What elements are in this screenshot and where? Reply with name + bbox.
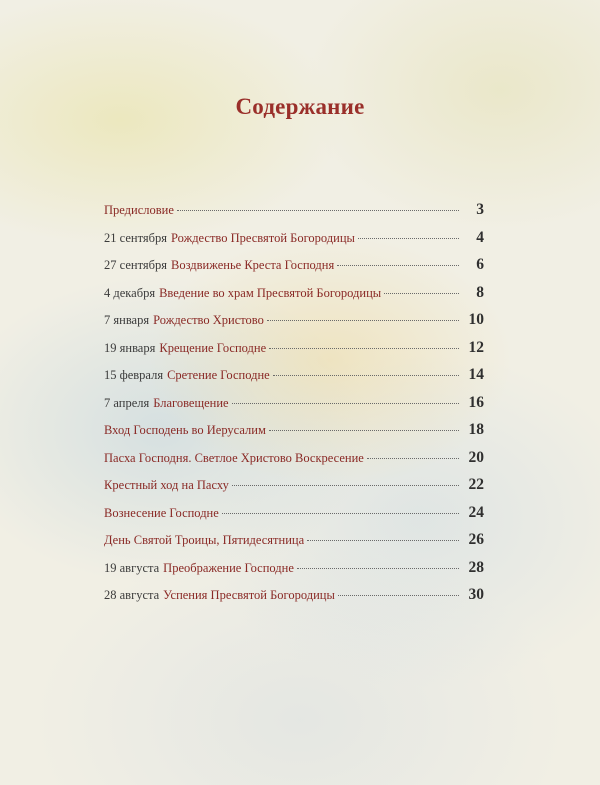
dot-leader <box>269 348 459 349</box>
toc-entry-date: 15 февраля <box>104 368 164 382</box>
toc-entry-label: Крещение Господне <box>159 340 267 355</box>
toc-entry-page: 6 <box>476 256 484 273</box>
toc-entry[interactable] <box>104 476 484 504</box>
toc-entry-page: 16 <box>468 393 484 411</box>
dot-leader <box>307 540 459 541</box>
toc-entry-label: Сретение Господне <box>167 368 270 382</box>
toc-entry[interactable] <box>104 449 484 477</box>
toc-entry-date: 21 сентября <box>104 230 167 245</box>
toc-entry-page: 18 <box>468 421 484 438</box>
toc-entry-page: 4 <box>476 228 484 246</box>
toc-entry-label: Преображение Господне <box>163 560 294 575</box>
toc-entry-page: 3 <box>476 201 484 218</box>
dot-leader <box>177 210 459 211</box>
toc-entry[interactable] <box>104 394 484 422</box>
toc-entry[interactable] <box>104 339 484 367</box>
toc-entry-page: 22 <box>468 476 484 493</box>
toc-entry-label: День Святой Троицы, Пятидесятница <box>104 533 305 547</box>
toc-entry[interactable] <box>104 201 484 229</box>
dot-leader <box>232 485 459 486</box>
toc-entry-label: Рождество Пресвятой Богородицы <box>170 230 355 245</box>
toc-entry-page: 12 <box>468 338 484 356</box>
dot-leader <box>337 265 459 266</box>
toc-entry-date: 19 января <box>104 340 156 355</box>
toc-entry-page: 8 <box>476 283 484 301</box>
toc-entry[interactable] <box>104 586 484 614</box>
page-title: Содержание <box>235 94 365 119</box>
dot-leader <box>269 430 459 431</box>
toc-entry-label: Успения Пресвятой Богородицы <box>163 588 335 602</box>
toc-entry-page: 14 <box>468 366 484 383</box>
toc-entry-label: Введение во храм Пресвятой Богородицы <box>159 285 382 300</box>
toc-entry-date: 4 декабря <box>104 285 156 300</box>
toc-entry[interactable] <box>104 531 484 559</box>
toc-entry-label: Предисловие <box>104 203 174 217</box>
dot-leader <box>297 568 459 569</box>
toc-entry[interactable] <box>104 504 484 532</box>
toc-entry[interactable] <box>104 284 484 312</box>
toc-entry-label: Пасха Господня. Светлое Христово Воскресение <box>104 450 364 465</box>
toc-entry[interactable] <box>104 366 484 394</box>
toc-entry[interactable] <box>104 559 484 587</box>
dot-leader <box>338 595 459 596</box>
toc-entry-date: 27 сентября <box>104 258 167 272</box>
toc-entry-page: 26 <box>468 531 484 548</box>
toc-entry-label: Крестный ход на Пасху <box>104 478 229 492</box>
toc-entry-page: 30 <box>468 586 484 603</box>
toc-entry-label: Воздвиженье Креста Господня <box>170 258 335 272</box>
toc-entry-date: 28 августа <box>104 588 160 602</box>
toc-entry-label: Вознесение Господне <box>104 505 219 520</box>
dot-leader <box>367 458 459 459</box>
toc-entry-page: 20 <box>468 448 484 466</box>
dot-leader <box>358 238 459 239</box>
toc-entry[interactable] <box>104 256 484 284</box>
toc-entry-label: Рождество Христово <box>153 313 264 327</box>
toc-entry[interactable] <box>104 229 484 257</box>
toc-entry-date: 7 января <box>104 313 150 327</box>
toc-list <box>104 201 484 614</box>
toc-entry-date: 7 апреля <box>104 395 150 410</box>
dot-leader <box>273 375 459 376</box>
dot-leader <box>232 403 459 404</box>
toc-entry-page: 24 <box>468 503 484 521</box>
dot-leader <box>222 513 459 514</box>
toc-entry[interactable] <box>104 421 484 449</box>
toc-entry-label: Вход Господень во Иерусалим <box>104 423 266 437</box>
dot-leader <box>384 293 459 294</box>
toc-entry[interactable] <box>104 311 484 339</box>
toc-entry-label: Благовещение <box>153 395 229 410</box>
toc-entry-page: 10 <box>468 311 484 328</box>
dot-leader <box>267 320 459 321</box>
toc-entry-date: 19 августа <box>104 560 160 575</box>
toc-entry-page: 28 <box>468 558 484 576</box>
